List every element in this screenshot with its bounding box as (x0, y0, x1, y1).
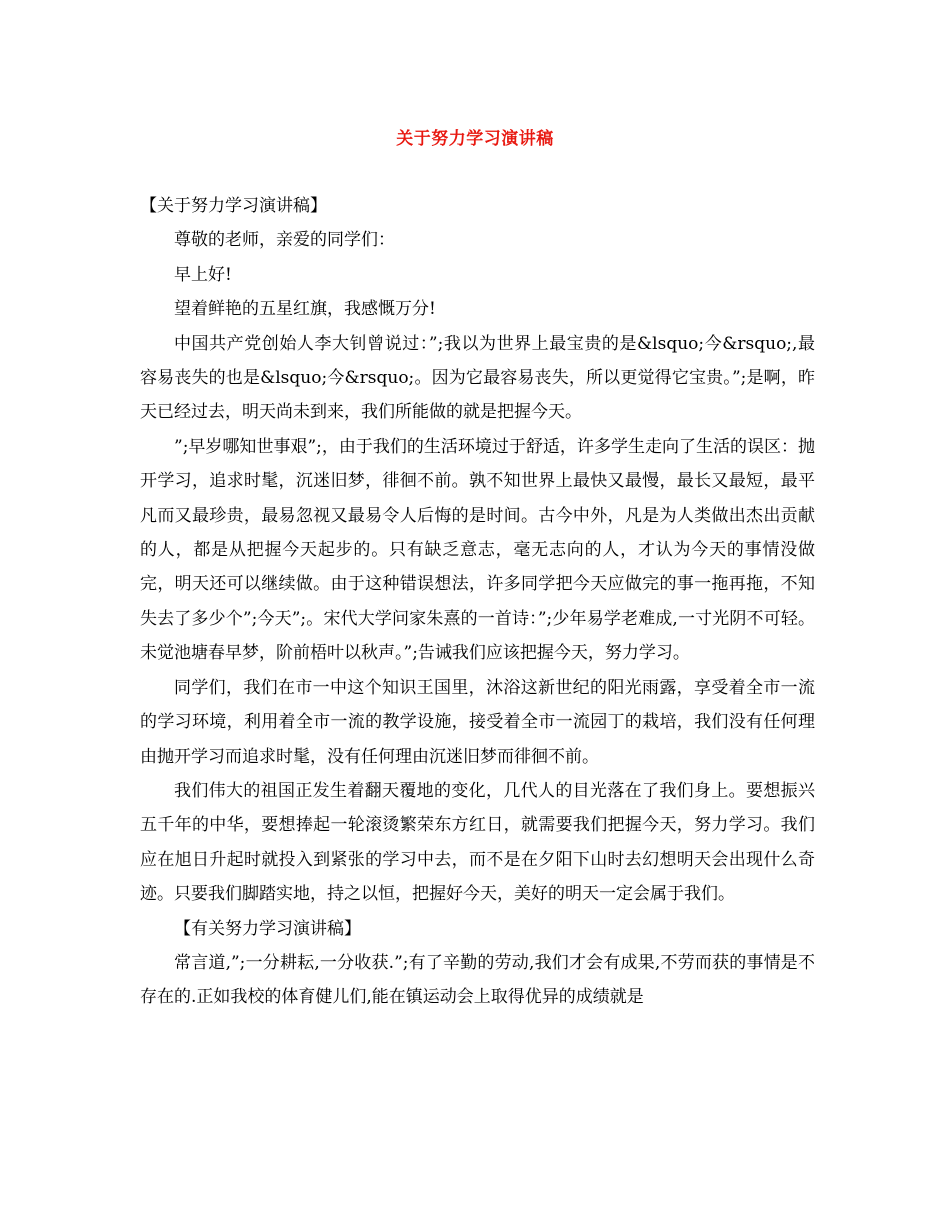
paragraph: 中国共产党创始人李大钊曾说过：”;我以为世界上最宝贵的是&lsquo;今&rsquo;,最容易丧失的也是&lsquo;今&rsquo;。因为它最容易丧失，所以更觉得它宝贵。”;是啊，昨天已经过去，明天尚未到来，我们所能做的就是把握今天。 (140, 333, 815, 423)
paragraph: 同学们，我们在市一中这个知识王国里，沐浴这新世纪的阳光雨露，享受着全市一流的学习环境，利用着全市一流的教学设施，接受着全市一流园丁的栽培，我们没有任何理由抛开学习而追求时髦，没有任何理由沉迷旧梦而徘徊不前。 (140, 677, 815, 767)
paragraph: 常言道,”;一分耕耘,一分收获.”;有了辛勤的劳动,我们才会有成果,不劳而获的事情是不存在的.正如我校的体育健儿们,能在镇运动会上取得优异的成绩就是 (140, 952, 815, 1008)
paragraph: 尊敬的老师，亲爱的同学们： (174, 230, 395, 251)
section-heading: 【关于努力学习演讲稿】 (140, 196, 327, 216)
paragraph: ”;早岁哪知世事艰”;，由于我们的生活环境过于舒适，许多学生走向了生活的误区：抛开学习，追求时髦，沉迷旧梦，徘徊不前。孰不知世界上最快又最慢，最长又最短，最平凡而又最珍贵，最易忽视又最易令人后悔的是时间。古今中外，凡是为人类做出杰出贡献的人，都是从把握今天起步的。只有缺乏意志，毫无志向的人，才认为今天的事情没做完，明天还可以继续做。由于这种错误想法，许多同学把今天应做完的事一拖再拖，不知失去了多少个”;今天”;。宋代大学问家朱熹的一首诗：”;少年易学老难成,一寸光阴不可轻。未觉池塘春早梦，阶前梧叶以秋声。”;告诫我们应该把握今天，努力学习。 (140, 436, 815, 664)
document-body (140, 189, 815, 1015)
section-heading: 【有关努力学习演讲稿】 (174, 918, 361, 939)
page-title: 关于努力学习演讲稿 (396, 129, 554, 149)
paragraph: 早上好! (174, 264, 232, 285)
paragraph: 我们伟大的祖国正发生着翻天覆地的变化，几代人的目光落在了我们身上。要想振兴五千年的中华，要想捧起一轮滚烫繁荣东方红日，就需要我们把握今天，努力学习。我们应在旭日升起时就投入到紧张的学习中去，而不是在夕阳下山时去幻想明天会出现什么奇迹。只要我们脚踏实地，持之以恒，把握好今天，美好的明天一定会属于我们。 (140, 780, 815, 905)
paragraph: 望着鲜艳的五星红旗，我感慨万分! (174, 299, 436, 320)
